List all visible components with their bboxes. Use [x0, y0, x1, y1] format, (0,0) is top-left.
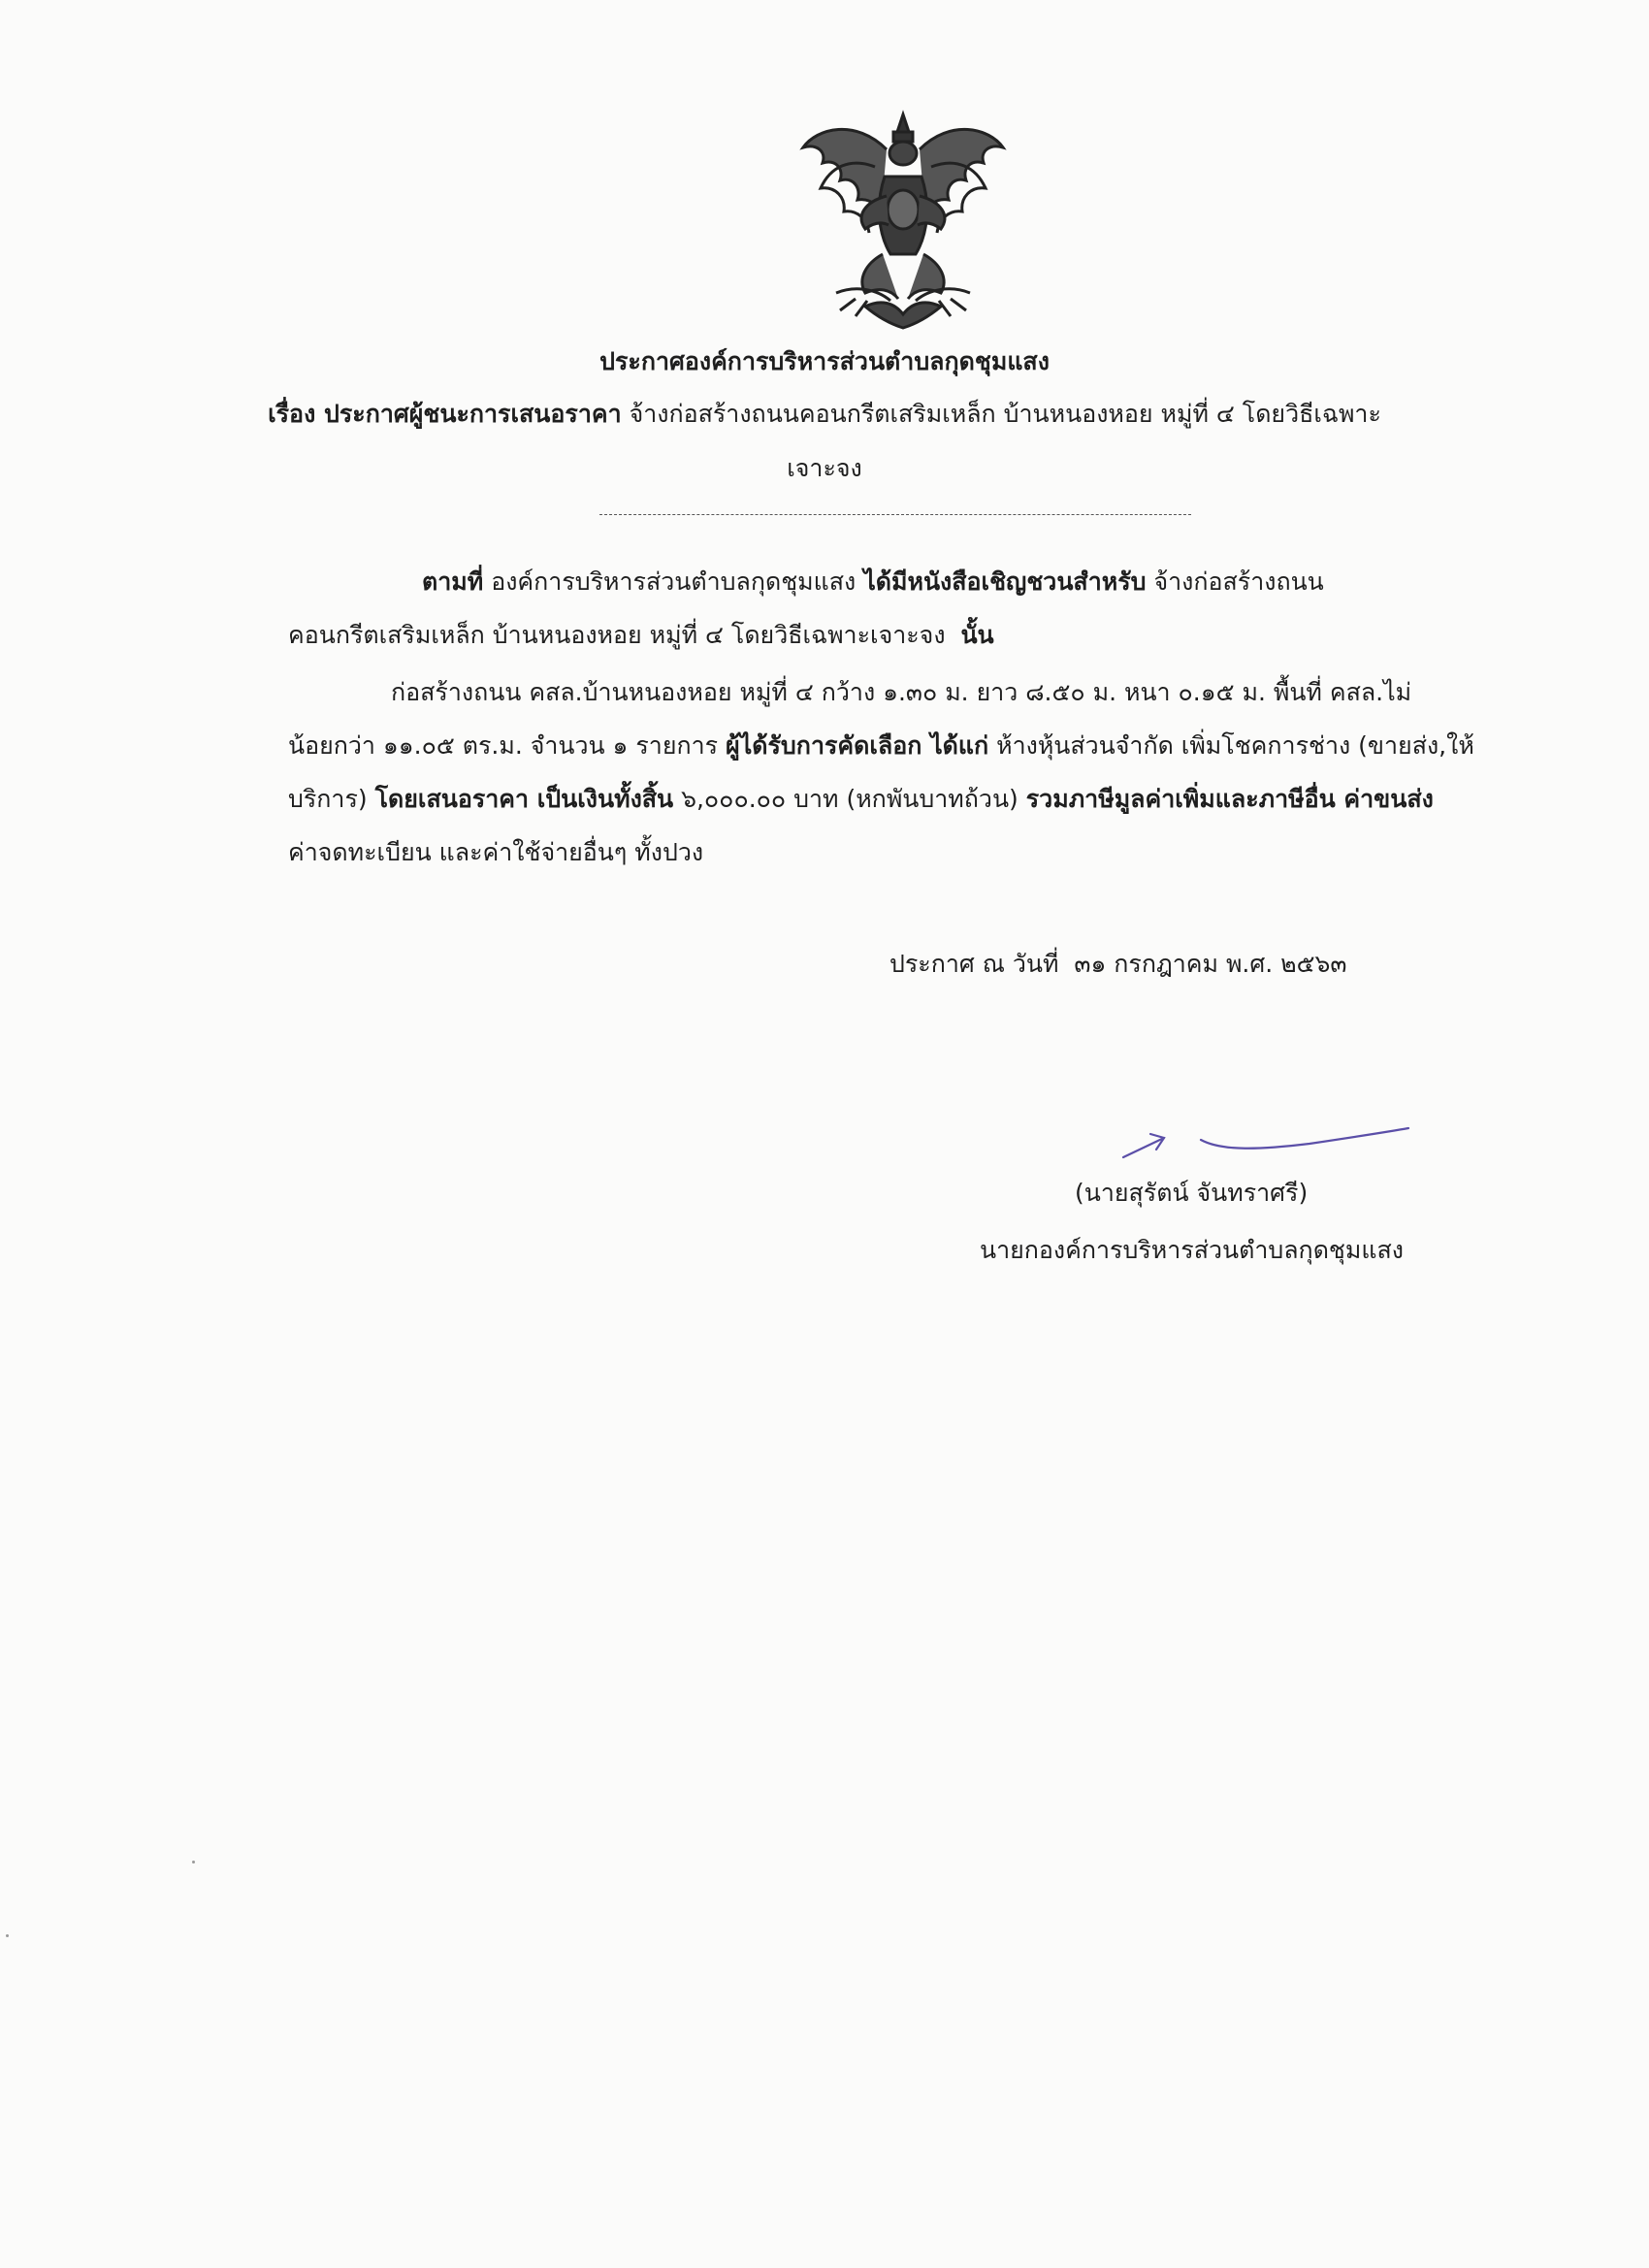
announce-date: ๓๑ กรกฎาคม พ.ศ. ๒๕๖๓	[1074, 950, 1347, 978]
p2-line3-d: รวมภาษีมูลค่าเพิ่มและภาษีอื่น ค่าขนส่ง	[1025, 785, 1434, 813]
signatory-name: (นายสุรัตน์ จันทราศรี)	[1075, 1179, 1309, 1207]
p1-end: นั้น	[960, 621, 994, 649]
subject-continuation: เจาะจง	[787, 454, 862, 482]
subject-label: เรื่อง ประกาศผู้ชนะการเสนอราคา	[268, 400, 622, 428]
subject-line	[0, 398, 1649, 431]
paragraph-2-line-2	[288, 729, 1474, 762]
p1-org: องค์การบริหารส่วนตำบลกุดชุมแสง	[491, 567, 857, 596]
paragraph-2-line-3	[288, 783, 1434, 816]
p1-lead: ตามที่	[422, 567, 484, 596]
p2-line2-a: น้อยกว่า ๑๑.๐๕ ตร.ม. จำนวน ๑ รายการ	[288, 731, 719, 760]
title-separator	[599, 514, 1191, 515]
p2-line2-b: ผู้ได้รับการคัดเลือก ได้แก่	[726, 731, 989, 760]
p2-line2-c: ห้างหุ้นส่วนจำกัด เพิ่มโชคการช่าง (ขายส่ง,ให้	[996, 731, 1474, 760]
paragraph-2-line-1: ก่อสร้างถนน คสล.บ้านหนองหอย หมู่ที่ ๔ กว้าง ๑.๓๐ ม. ยาว ๘.๕๐ ม. หนา ๐.๑๕ ม. พื้นที่ คสล.ไม่	[391, 678, 1412, 706]
p2-line3-c: ๖,๐๐๐.๐๐ บาท (หกพันบาทถ้วน)	[681, 785, 1018, 813]
scan-speck	[192, 1861, 195, 1863]
p2-line3-b: โดยเสนอราคา เป็นเงินทั้งสิ้น	[374, 785, 674, 813]
paragraph-1-line-2	[288, 619, 994, 652]
paragraph-2-line-4: ค่าจดทะเบียน และค่าใช้จ่ายอื่นๆ ทั้งปวง	[288, 838, 704, 866]
garuda-emblem-icon	[797, 109, 1009, 334]
announce-date-line	[889, 948, 1347, 981]
scan-speck	[6, 1934, 9, 1937]
subject-text: จ้างก่อสร้างถนนคอนกรีตเสริมเหล็ก บ้านหนองหอย หมู่ที่ ๔ โดยวิธีเฉพาะ	[629, 400, 1381, 428]
handwritten-signature	[1116, 1120, 1416, 1169]
p2-line3-a: บริการ)	[288, 785, 368, 813]
announce-label: ประกาศ ณ วันที่	[889, 950, 1059, 978]
paragraph-1-line-1	[422, 566, 1324, 599]
signatory-position: นายกองค์การบริหารส่วนตำบลกุดชุมแสง	[980, 1236, 1404, 1264]
org-title: ประกาศองค์การบริหารส่วนตำบลกุดชุมแสง	[599, 347, 1050, 375]
p1-line2: คอนกรีตเสริมเหล็ก บ้านหนองหอย หมู่ที่ ๔ โดยวิธีเฉพาะเจาะจง	[288, 621, 946, 649]
p1-mid: ได้มีหนังสือเชิญชวนสำหรับ	[863, 567, 1147, 596]
p1-tail: จ้างก่อสร้างถนน	[1153, 567, 1324, 596]
